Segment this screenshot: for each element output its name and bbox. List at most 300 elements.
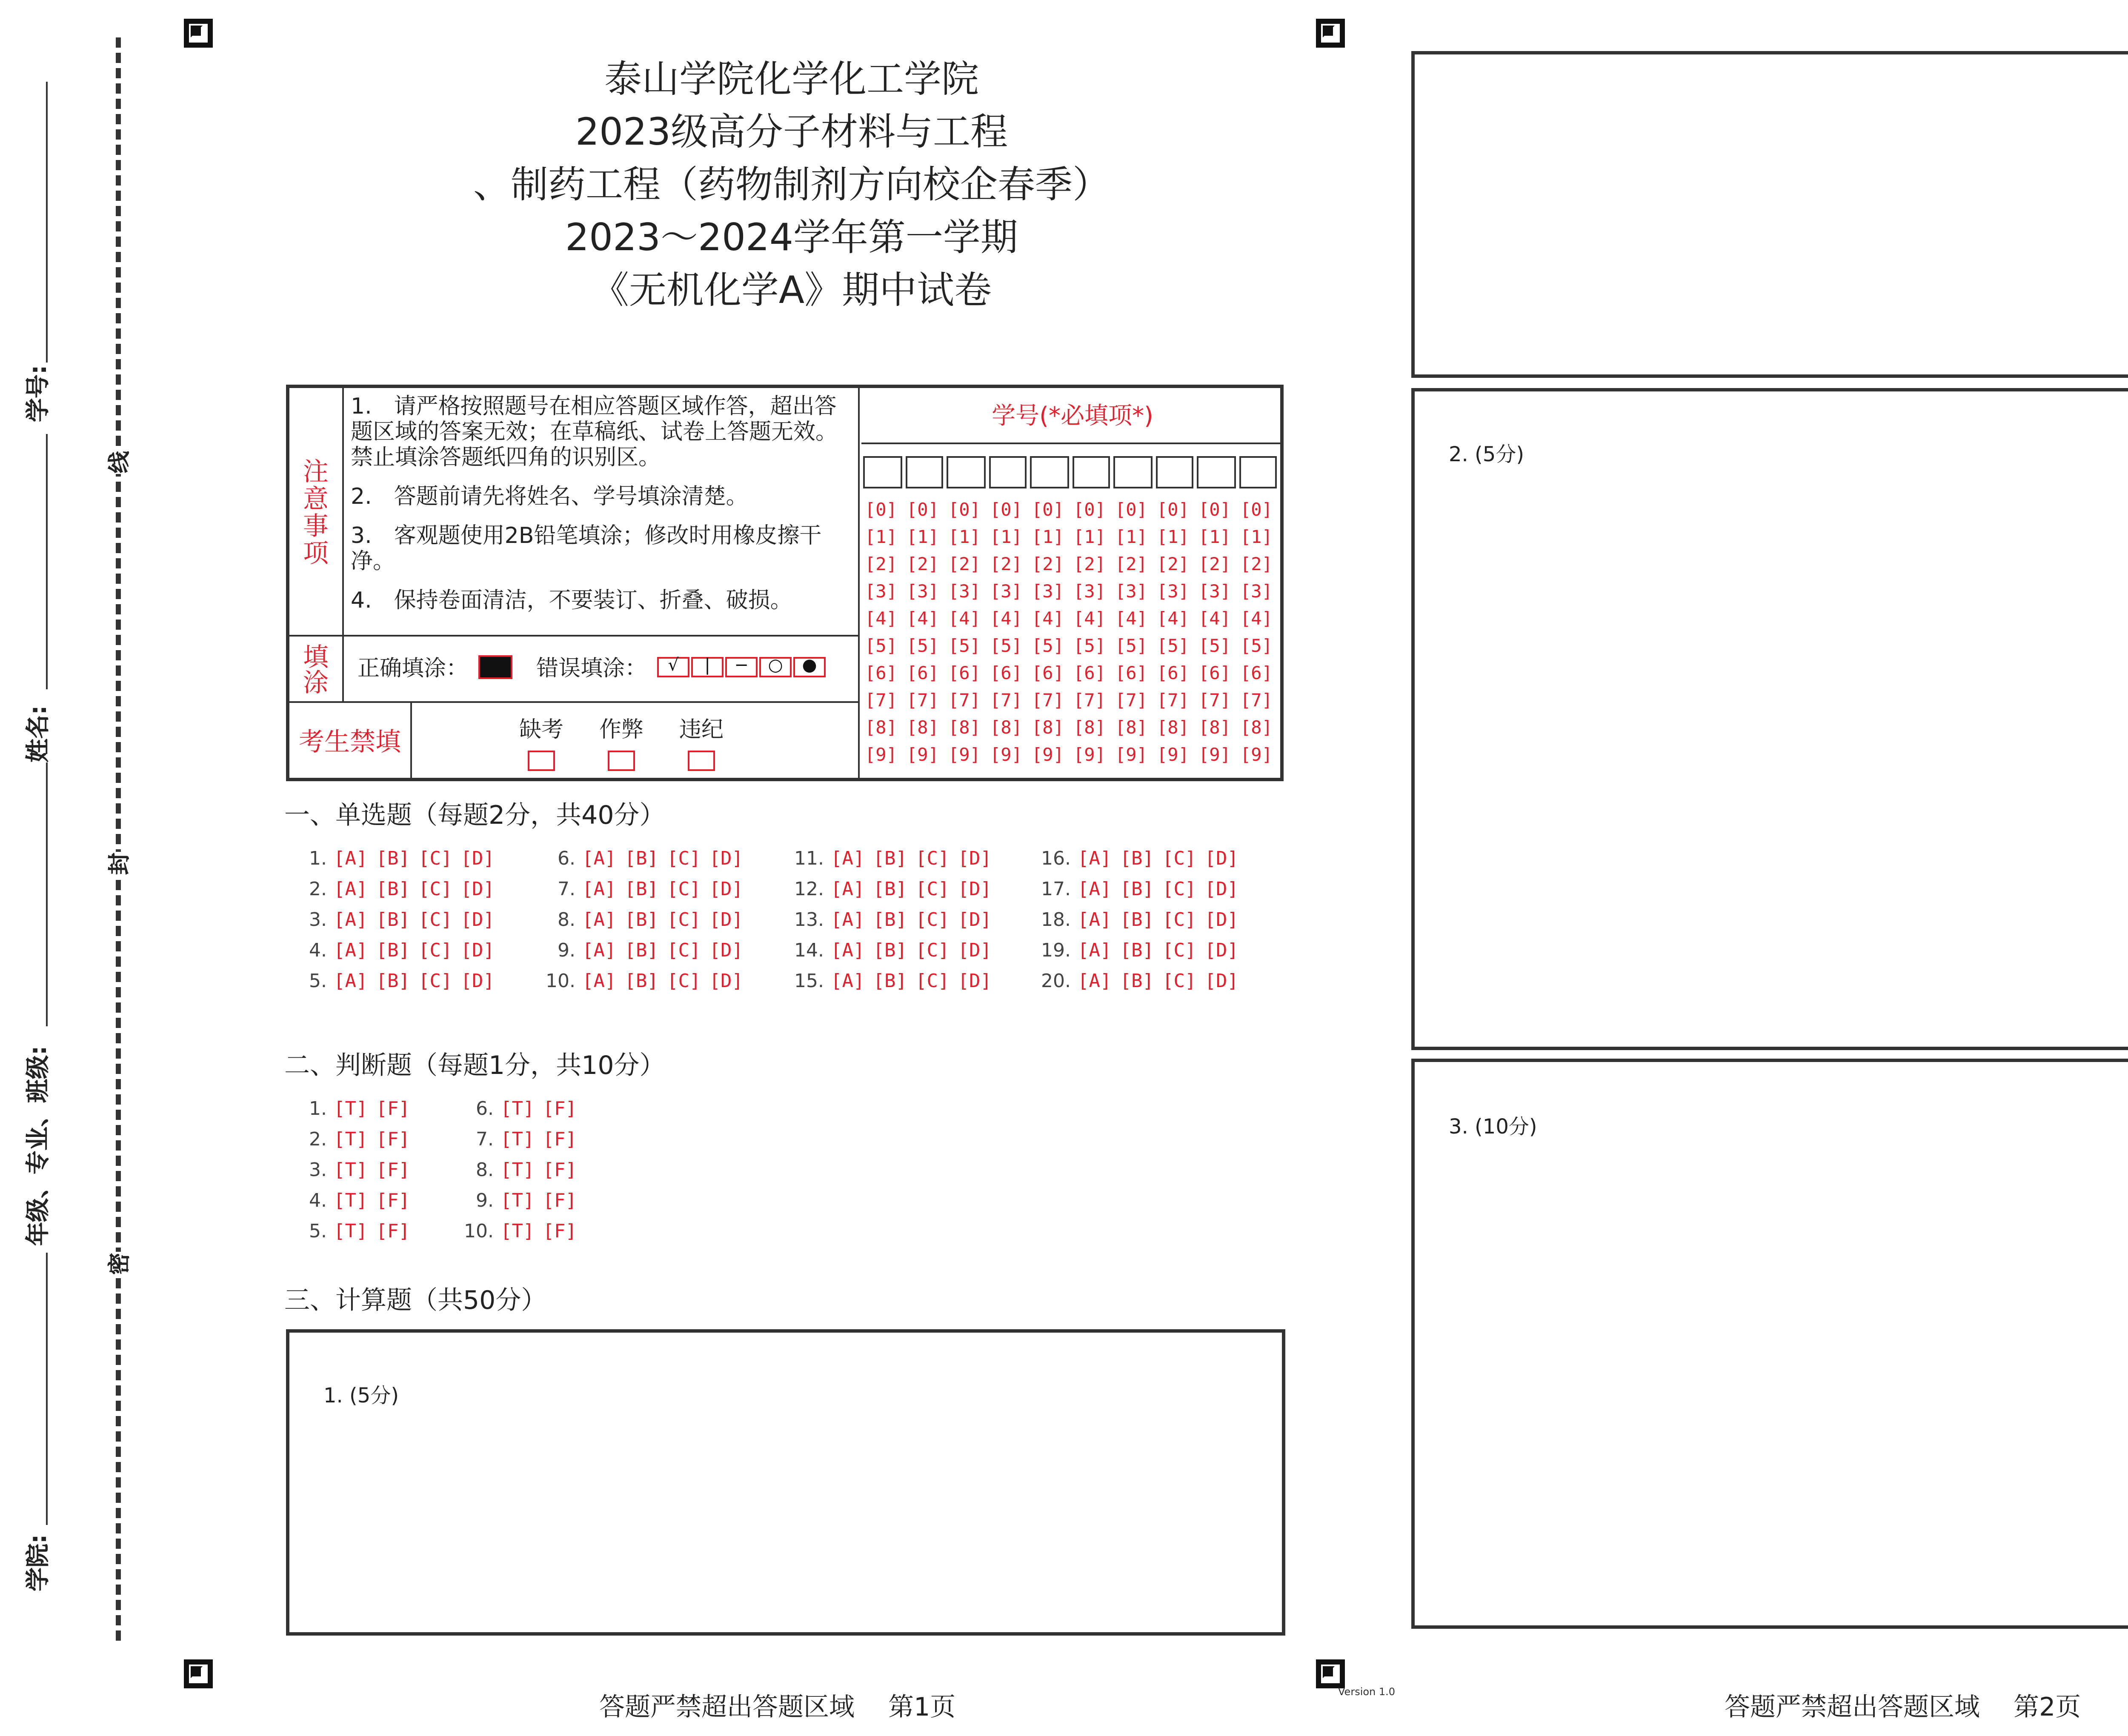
question-number: 15. bbox=[794, 970, 824, 992]
choice-bubble[interactable]: [C] bbox=[418, 939, 452, 962]
student-id-bubble[interactable]: [5] bbox=[1198, 637, 1231, 657]
choice-bubble[interactable]: [C] bbox=[915, 970, 950, 992]
notice-item: 3. 客观题使用2B铅笔填涂；修改时用橡皮擦干净。 bbox=[351, 524, 822, 575]
student-id-bubble[interactable]: [1] bbox=[865, 528, 897, 548]
true-false-bubble[interactable]: [T] bbox=[501, 1190, 535, 1212]
true-false-bubble[interactable]: [F] bbox=[376, 1190, 410, 1212]
student-id-cell[interactable] bbox=[947, 456, 985, 488]
student-id-bubble[interactable]: [4] bbox=[990, 609, 1022, 630]
choice-bubble[interactable]: [B] bbox=[624, 909, 658, 931]
choice-bubble[interactable]: [B] bbox=[1120, 939, 1154, 962]
section3-title: 三、计算题（共50分） bbox=[284, 1285, 547, 1316]
single-choice-question bbox=[1033, 939, 1247, 962]
student-id-bubble[interactable]: [0] bbox=[948, 500, 981, 521]
student-id-bubble[interactable]: [8] bbox=[1240, 718, 1273, 739]
choice-bubble[interactable]: [B] bbox=[873, 878, 907, 900]
choice-bubble[interactable]: [C] bbox=[667, 848, 701, 870]
student-id-bubble[interactable]: [2] bbox=[1115, 555, 1147, 575]
wrong-fill-mark: | bbox=[691, 656, 724, 677]
choice-bubble[interactable]: [D] bbox=[1204, 878, 1238, 900]
student-id-bubble[interactable]: [9] bbox=[948, 745, 981, 766]
choice-bubble[interactable]: [C] bbox=[915, 878, 950, 900]
student-id-bubble[interactable]: [3] bbox=[1073, 582, 1106, 602]
question-number: 19. bbox=[1041, 939, 1071, 962]
corner-marker-icon bbox=[184, 1659, 213, 1688]
choice-bubble[interactable]: [A] bbox=[582, 939, 616, 962]
choice-bubble[interactable]: [B] bbox=[873, 909, 907, 931]
student-id-bubble[interactable]: [1] bbox=[1240, 528, 1273, 548]
true-false-bubble[interactable]: [F] bbox=[376, 1098, 410, 1120]
student-id-cell[interactable] bbox=[1197, 456, 1235, 488]
question-number: 4. bbox=[309, 1190, 327, 1212]
divider bbox=[289, 635, 858, 637]
choice-bubble[interactable]: [D] bbox=[460, 848, 495, 870]
student-id-row bbox=[865, 497, 1282, 524]
true-false-question bbox=[289, 1190, 418, 1212]
choice-bubble[interactable]: [A] bbox=[1078, 970, 1112, 992]
forbid-label: 考生禁填 bbox=[289, 701, 412, 781]
student-id-bubble[interactable]: [4] bbox=[1115, 609, 1147, 630]
student-id-cell[interactable] bbox=[863, 456, 901, 488]
student-id-bubble[interactable]: [3] bbox=[1032, 582, 1064, 602]
student-id-bubble[interactable]: [5] bbox=[1073, 637, 1106, 657]
student-id-bubble[interactable]: [0] bbox=[1240, 500, 1273, 521]
question-number: 11. bbox=[794, 848, 824, 870]
choice-bubble[interactable]: [B] bbox=[376, 878, 410, 900]
student-id-bubble[interactable]: [5] bbox=[1157, 637, 1189, 657]
student-id-row bbox=[865, 715, 1282, 742]
student-id-bubble[interactable]: [9] bbox=[907, 745, 939, 766]
section2-title: 二、判断题（每题1分，共10分） bbox=[284, 1050, 665, 1081]
student-id-bubble[interactable]: [3] bbox=[1240, 582, 1273, 602]
choice-bubble[interactable]: [D] bbox=[709, 939, 743, 962]
choice-bubble[interactable]: [B] bbox=[624, 878, 658, 900]
choice-bubble[interactable]: [D] bbox=[958, 939, 992, 962]
student-id-bubble[interactable]: [8] bbox=[907, 718, 939, 739]
student-id-bubble[interactable]: [6] bbox=[1157, 664, 1189, 684]
choice-bubble[interactable]: [C] bbox=[418, 848, 452, 870]
choice-bubble[interactable]: [B] bbox=[873, 848, 907, 870]
choice-bubble[interactable]: [C] bbox=[1162, 939, 1196, 962]
student-id-bubble[interactable]: [3] bbox=[1157, 582, 1189, 602]
student-id-bubble[interactable]: [2] bbox=[1073, 555, 1106, 575]
choice-bubble[interactable]: [C] bbox=[1162, 878, 1196, 900]
student-id-bubble[interactable]: [0] bbox=[1115, 500, 1147, 521]
student-id-cells bbox=[863, 456, 1280, 488]
choice-bubble[interactable]: [C] bbox=[915, 848, 950, 870]
question-number: 3. bbox=[309, 1159, 327, 1181]
choice-bubble[interactable]: [A] bbox=[831, 878, 865, 900]
student-id-bubble[interactable]: [3] bbox=[907, 582, 939, 602]
true-false-question bbox=[456, 1190, 585, 1212]
choice-bubble[interactable]: [B] bbox=[873, 970, 907, 992]
answer-box-continued[interactable] bbox=[1411, 51, 2128, 378]
student-id-bubble[interactable]: [3] bbox=[990, 582, 1022, 602]
choice-bubble[interactable]: [D] bbox=[460, 909, 495, 931]
choice-bubble[interactable]: [D] bbox=[709, 909, 743, 931]
true-false-bubble[interactable]: [T] bbox=[334, 1128, 368, 1151]
student-id-bubble[interactable]: [5] bbox=[990, 637, 1022, 657]
student-id-row bbox=[865, 524, 1282, 551]
choice-bubble[interactable]: [B] bbox=[1120, 878, 1154, 900]
choice-bubble[interactable]: [B] bbox=[1120, 909, 1154, 931]
student-id-bubble[interactable]: [6] bbox=[990, 664, 1022, 684]
student-id-bubble[interactable]: [7] bbox=[907, 691, 939, 711]
true-false-bubble[interactable]: [F] bbox=[376, 1128, 410, 1151]
choice-bubble[interactable]: [B] bbox=[624, 970, 658, 992]
student-id-cell[interactable] bbox=[988, 456, 1027, 488]
answer-box-q3[interactable] bbox=[1411, 1059, 2128, 1629]
student-id-cell[interactable] bbox=[1113, 456, 1152, 488]
cut-word-seal: 封 bbox=[101, 852, 134, 876]
student-id-bubble[interactable]: [2] bbox=[1198, 555, 1231, 575]
student-id-bubble[interactable]: [4] bbox=[865, 609, 897, 630]
choice-bubble[interactable]: [D] bbox=[709, 878, 743, 900]
choice-bubble[interactable]: [B] bbox=[376, 848, 410, 870]
choice-bubble[interactable]: [C] bbox=[915, 909, 950, 931]
choice-bubble[interactable]: [A] bbox=[334, 970, 368, 992]
true-false-bubble[interactable]: [F] bbox=[543, 1128, 577, 1151]
student-id-cell[interactable] bbox=[1030, 456, 1068, 488]
student-id-row bbox=[865, 660, 1282, 688]
choice-bubble[interactable]: [B] bbox=[1120, 970, 1154, 992]
student-id-bubble[interactable]: [6] bbox=[1115, 664, 1147, 684]
student-id-bubble[interactable]: [0] bbox=[1198, 500, 1231, 521]
choice-bubble[interactable]: [D] bbox=[1204, 909, 1238, 931]
student-id-bubble[interactable]: [2] bbox=[1157, 555, 1189, 575]
choice-bubble[interactable]: [A] bbox=[1078, 878, 1112, 900]
choice-bubble[interactable]: [A] bbox=[1078, 939, 1112, 962]
single-choice-question bbox=[787, 970, 1000, 992]
student-id-bubble[interactable]: [2] bbox=[1240, 555, 1273, 575]
question-number: 17. bbox=[1041, 878, 1071, 900]
student-id-bubble[interactable]: [5] bbox=[1240, 637, 1273, 657]
student-id-bubble[interactable]: [7] bbox=[865, 691, 897, 711]
student-id-bubble[interactable]: [3] bbox=[948, 582, 981, 602]
true-false-bubble[interactable]: [T] bbox=[501, 1159, 535, 1181]
true-false-bubble[interactable]: [F] bbox=[543, 1098, 577, 1120]
student-id-bubble[interactable]: [7] bbox=[1240, 691, 1273, 711]
corner-marker-icon bbox=[184, 19, 213, 48]
student-id-bubble[interactable]: [7] bbox=[1198, 691, 1231, 711]
choice-bubble[interactable]: [A] bbox=[334, 909, 368, 931]
true-false-bubble[interactable]: [F] bbox=[543, 1220, 577, 1242]
student-id-bubble[interactable]: [1] bbox=[948, 528, 981, 548]
choice-bubble[interactable]: [D] bbox=[460, 970, 495, 992]
true-false-bubble[interactable]: [T] bbox=[334, 1220, 368, 1242]
choice-bubble[interactable]: [A] bbox=[831, 909, 865, 931]
choice-bubble[interactable]: [D] bbox=[460, 939, 495, 962]
choice-bubble[interactable]: [A] bbox=[831, 848, 865, 870]
student-id-bubble[interactable]: [3] bbox=[865, 582, 897, 602]
title-line: 泰山学院化学化工学院 bbox=[604, 60, 979, 102]
student-id-bubble[interactable]: [2] bbox=[1032, 555, 1064, 575]
choice-bubble[interactable]: [B] bbox=[376, 970, 410, 992]
choice-bubble[interactable]: [D] bbox=[958, 878, 992, 900]
choice-bubble[interactable]: [D] bbox=[958, 848, 992, 870]
choice-bubble[interactable]: [D] bbox=[460, 878, 495, 900]
question-number: 10. bbox=[546, 970, 575, 992]
true-false-bubble[interactable]: [T] bbox=[334, 1190, 368, 1212]
choice-bubble[interactable]: [D] bbox=[1204, 848, 1238, 870]
correct-fill-label: 正确填涂： bbox=[358, 657, 469, 682]
student-id-bubble[interactable]: [6] bbox=[1198, 664, 1231, 684]
student-id-bubble[interactable]: [0] bbox=[1157, 500, 1189, 521]
single-choice-question bbox=[1033, 848, 1247, 870]
single-choice-question bbox=[1033, 909, 1247, 931]
student-id-bubble-grid bbox=[865, 497, 1282, 769]
single-choice-question bbox=[787, 848, 1000, 870]
true-false-question bbox=[289, 1128, 418, 1151]
student-id-bubble[interactable]: [2] bbox=[990, 555, 1022, 575]
question-number: 10. bbox=[464, 1220, 494, 1242]
choice-bubble[interactable]: [C] bbox=[1162, 909, 1196, 931]
student-id-bubble[interactable]: [8] bbox=[1198, 718, 1231, 739]
student-id-bubble[interactable]: [1] bbox=[1115, 528, 1147, 548]
choice-bubble[interactable]: [C] bbox=[667, 970, 701, 992]
student-id-bubble[interactable]: [5] bbox=[948, 637, 981, 657]
choice-bubble[interactable]: [D] bbox=[958, 970, 992, 992]
student-id-bubble[interactable]: [0] bbox=[1032, 500, 1064, 521]
student-id-bubble[interactable]: [1] bbox=[907, 528, 939, 548]
corner-marker-icon bbox=[1316, 19, 1345, 48]
student-id-bubble[interactable]: [7] bbox=[990, 691, 1022, 711]
true-false-bubble[interactable]: [F] bbox=[376, 1159, 410, 1181]
forbid-violation-box[interactable] bbox=[688, 751, 715, 771]
student-id-bubble[interactable]: [9] bbox=[1032, 745, 1064, 766]
choice-bubble[interactable]: [C] bbox=[915, 939, 950, 962]
single-choice-question bbox=[787, 939, 1000, 962]
student-id-bubble[interactable]: [6] bbox=[865, 664, 897, 684]
divider bbox=[861, 443, 1282, 444]
student-id-bubble[interactable]: [8] bbox=[1115, 718, 1147, 739]
footer-page2: 答题严禁超出答题区域 第2页 bbox=[1725, 1692, 2081, 1722]
choice-bubble[interactable]: [A] bbox=[334, 848, 368, 870]
choice-bubble[interactable]: [B] bbox=[376, 939, 410, 962]
student-id-bubble[interactable]: [9] bbox=[865, 745, 897, 766]
student-id-bubble[interactable]: [6] bbox=[1073, 664, 1106, 684]
student-id-bubble[interactable]: [9] bbox=[990, 745, 1022, 766]
question-number: 3. bbox=[309, 909, 327, 931]
question-number: 1. bbox=[309, 848, 327, 870]
binding-line bbox=[46, 434, 48, 689]
choice-bubble[interactable]: [C] bbox=[418, 970, 452, 992]
student-id-row bbox=[865, 606, 1282, 633]
student-id-bubble[interactable]: [1] bbox=[1198, 528, 1231, 548]
student-id-bubble[interactable]: [5] bbox=[1032, 637, 1064, 657]
choice-bubble[interactable]: [A] bbox=[334, 939, 368, 962]
student-id-bubble[interactable]: [9] bbox=[1157, 745, 1189, 766]
true-false-bubble[interactable]: [F] bbox=[376, 1220, 410, 1242]
student-id-bubble[interactable]: [4] bbox=[907, 609, 939, 630]
student-id-bubble[interactable]: [9] bbox=[1073, 745, 1106, 766]
student-id-bubble[interactable]: [4] bbox=[1032, 609, 1064, 630]
student-id-bubble[interactable]: [5] bbox=[1115, 637, 1147, 657]
choice-bubble[interactable]: [A] bbox=[582, 878, 616, 900]
true-false-question bbox=[289, 1098, 418, 1120]
student-id-bubble[interactable]: [8] bbox=[1032, 718, 1064, 739]
choice-bubble[interactable]: [C] bbox=[1162, 970, 1196, 992]
choice-bubble[interactable]: [C] bbox=[418, 878, 452, 900]
choice-bubble[interactable]: [A] bbox=[582, 848, 616, 870]
student-id-bubble[interactable]: [0] bbox=[990, 500, 1022, 521]
student-id-row bbox=[865, 551, 1282, 579]
choice-bubble[interactable]: [A] bbox=[1078, 848, 1112, 870]
student-id-bubble[interactable]: [9] bbox=[1240, 745, 1273, 766]
student-id-bubble[interactable]: [8] bbox=[1073, 718, 1106, 739]
student-id-bubble[interactable]: [8] bbox=[865, 718, 897, 739]
student-id-bubble[interactable]: [1] bbox=[1157, 528, 1189, 548]
student-id-bubble[interactable]: [3] bbox=[1115, 582, 1147, 602]
choice-bubble[interactable]: [A] bbox=[334, 878, 368, 900]
student-id-bubble[interactable]: [2] bbox=[907, 555, 939, 575]
student-id-bubble[interactable]: [6] bbox=[1240, 664, 1273, 684]
title-line: 、制药工程（药物制剂方向校企春季） bbox=[473, 165, 1110, 208]
wrong-fill-mark: √ bbox=[657, 656, 689, 677]
wrong-fill-mark: − bbox=[725, 656, 758, 677]
single-choice-question bbox=[289, 909, 503, 931]
student-id-bubble[interactable]: [0] bbox=[907, 500, 939, 521]
single-choice-question bbox=[289, 848, 503, 870]
choice-bubble[interactable]: [D] bbox=[958, 909, 992, 931]
wrong-fill-mark: ● bbox=[793, 656, 826, 677]
binding-label-name: 姓名: bbox=[26, 705, 53, 762]
student-id-bubble[interactable]: [0] bbox=[865, 500, 897, 521]
choice-bubble[interactable]: [D] bbox=[1204, 939, 1238, 962]
student-id-bubble[interactable]: [4] bbox=[1157, 609, 1189, 630]
forbid-violation bbox=[667, 711, 735, 771]
question-number: 13. bbox=[794, 909, 824, 931]
choice-bubble[interactable]: [A] bbox=[582, 909, 616, 931]
choice-bubble[interactable]: [B] bbox=[624, 848, 658, 870]
student-id-bubble[interactable]: [7] bbox=[1073, 691, 1106, 711]
student-id-cell[interactable] bbox=[1155, 456, 1193, 488]
choice-bubble[interactable]: [D] bbox=[1204, 970, 1238, 992]
cut-word-secret: 密 bbox=[101, 1252, 134, 1276]
student-id-bubble[interactable]: [5] bbox=[907, 637, 939, 657]
question-number: 7. bbox=[476, 1128, 494, 1151]
notice-list bbox=[351, 395, 853, 628]
fill-side-label: 填涂 bbox=[289, 635, 344, 701]
student-id-bubble[interactable]: [2] bbox=[865, 555, 897, 575]
student-id-bubble[interactable]: [6] bbox=[907, 664, 939, 684]
student-id-bubble[interactable]: [1] bbox=[990, 528, 1022, 548]
true-false-question bbox=[289, 1159, 418, 1181]
choice-bubble[interactable]: [B] bbox=[376, 909, 410, 931]
choice-bubble[interactable]: [A] bbox=[1078, 909, 1112, 931]
choice-bubble[interactable]: [C] bbox=[418, 909, 452, 931]
notice-item: 4. 保持卷面清洁，不要装订、折叠、破损。 bbox=[351, 589, 792, 614]
single-choice-question bbox=[1033, 878, 1247, 900]
student-id-bubble[interactable]: [9] bbox=[1198, 745, 1231, 766]
student-id-row bbox=[865, 633, 1282, 660]
forbid-cheat-box[interactable] bbox=[608, 751, 635, 771]
question-number: 9. bbox=[476, 1190, 494, 1212]
question-number: 18. bbox=[1041, 909, 1071, 931]
student-id-bubble[interactable]: [2] bbox=[948, 555, 981, 575]
student-id-cell[interactable] bbox=[1238, 456, 1277, 488]
binding-line bbox=[46, 762, 48, 1026]
choice-bubble[interactable]: [A] bbox=[831, 970, 865, 992]
student-id-row bbox=[865, 688, 1282, 715]
student-id-bubble[interactable]: [7] bbox=[1157, 691, 1189, 711]
student-id-cell[interactable] bbox=[1072, 456, 1110, 488]
answer-box-q1[interactable] bbox=[286, 1329, 1285, 1636]
notice-box bbox=[286, 385, 1284, 781]
single-choice-question bbox=[1033, 970, 1247, 992]
student-id-bubble[interactable]: [7] bbox=[1032, 691, 1064, 711]
question-number: 8. bbox=[476, 1159, 494, 1181]
choice-bubble[interactable]: [A] bbox=[582, 970, 616, 992]
true-false-bubble[interactable]: [T] bbox=[334, 1098, 368, 1120]
choice-bubble[interactable]: [D] bbox=[709, 848, 743, 870]
student-id-bubble[interactable]: [4] bbox=[1198, 609, 1231, 630]
notice-side-label: 注意事项 bbox=[289, 388, 344, 635]
true-false-question bbox=[456, 1098, 585, 1120]
choice-bubble[interactable]: [D] bbox=[709, 970, 743, 992]
student-id-bubble[interactable]: [8] bbox=[1157, 718, 1189, 739]
student-id-bubble[interactable]: [1] bbox=[1073, 528, 1106, 548]
single-choice-question bbox=[787, 878, 1000, 900]
true-false-bubble[interactable]: [F] bbox=[543, 1190, 577, 1212]
choice-bubble[interactable]: [C] bbox=[667, 909, 701, 931]
student-id-bubble[interactable]: [8] bbox=[990, 718, 1022, 739]
true-false-bubble[interactable]: [T] bbox=[501, 1128, 535, 1151]
student-id-bubble[interactable]: [1] bbox=[1032, 528, 1064, 548]
section1-title: 一、单选题（每题2分，共40分） bbox=[284, 800, 665, 831]
forbid-absent-box[interactable] bbox=[528, 751, 555, 771]
student-id-bubble[interactable]: [6] bbox=[948, 664, 981, 684]
binding-label-student-id: 学号: bbox=[26, 365, 53, 422]
binding-dash-line bbox=[116, 37, 121, 1641]
choice-bubble[interactable]: [C] bbox=[667, 939, 701, 962]
choice-bubble[interactable]: [A] bbox=[831, 939, 865, 962]
student-id-bubble[interactable]: [7] bbox=[1115, 691, 1147, 711]
corner-marker-icon bbox=[1316, 1659, 1345, 1688]
student-id-bubble[interactable]: [9] bbox=[1115, 745, 1147, 766]
choice-bubble[interactable]: [B] bbox=[1120, 848, 1154, 870]
student-id-cell[interactable] bbox=[905, 456, 943, 488]
student-id-bubble[interactable]: [0] bbox=[1073, 500, 1106, 521]
choice-bubble[interactable]: [B] bbox=[624, 939, 658, 962]
student-id-bubble[interactable]: [4] bbox=[948, 609, 981, 630]
choice-bubble[interactable]: [C] bbox=[1162, 848, 1196, 870]
student-id-bubble[interactable]: [4] bbox=[1240, 609, 1273, 630]
student-id-bubble[interactable]: [6] bbox=[1032, 664, 1064, 684]
student-id-bubble[interactable]: [5] bbox=[865, 637, 897, 657]
question-number: 1. bbox=[309, 1098, 327, 1120]
true-false-bubble[interactable]: [T] bbox=[334, 1159, 368, 1181]
student-id-bubble[interactable]: [3] bbox=[1198, 582, 1231, 602]
student-id-bubble[interactable]: [8] bbox=[948, 718, 981, 739]
single-choice-question bbox=[289, 939, 503, 962]
answer-box-q2[interactable] bbox=[1411, 388, 2128, 1050]
single-choice-question bbox=[538, 878, 752, 900]
single-choice-question bbox=[787, 909, 1000, 931]
student-id-bubble[interactable]: [4] bbox=[1073, 609, 1106, 630]
choice-bubble[interactable]: [C] bbox=[667, 878, 701, 900]
true-false-bubble[interactable]: [T] bbox=[501, 1220, 535, 1242]
single-choice-question bbox=[289, 878, 503, 900]
true-false-bubble[interactable]: [F] bbox=[543, 1159, 577, 1181]
question-number: 14. bbox=[794, 939, 824, 962]
forbid-cheat-label: 作弊 bbox=[599, 718, 644, 744]
choice-bubble[interactable]: [B] bbox=[873, 939, 907, 962]
student-id-row bbox=[865, 579, 1282, 606]
student-id-bubble[interactable]: [7] bbox=[948, 691, 981, 711]
notice-item: 2. 答题前请先将姓名、学号填涂清楚。 bbox=[351, 485, 748, 511]
true-false-bubble[interactable]: [T] bbox=[501, 1098, 535, 1120]
